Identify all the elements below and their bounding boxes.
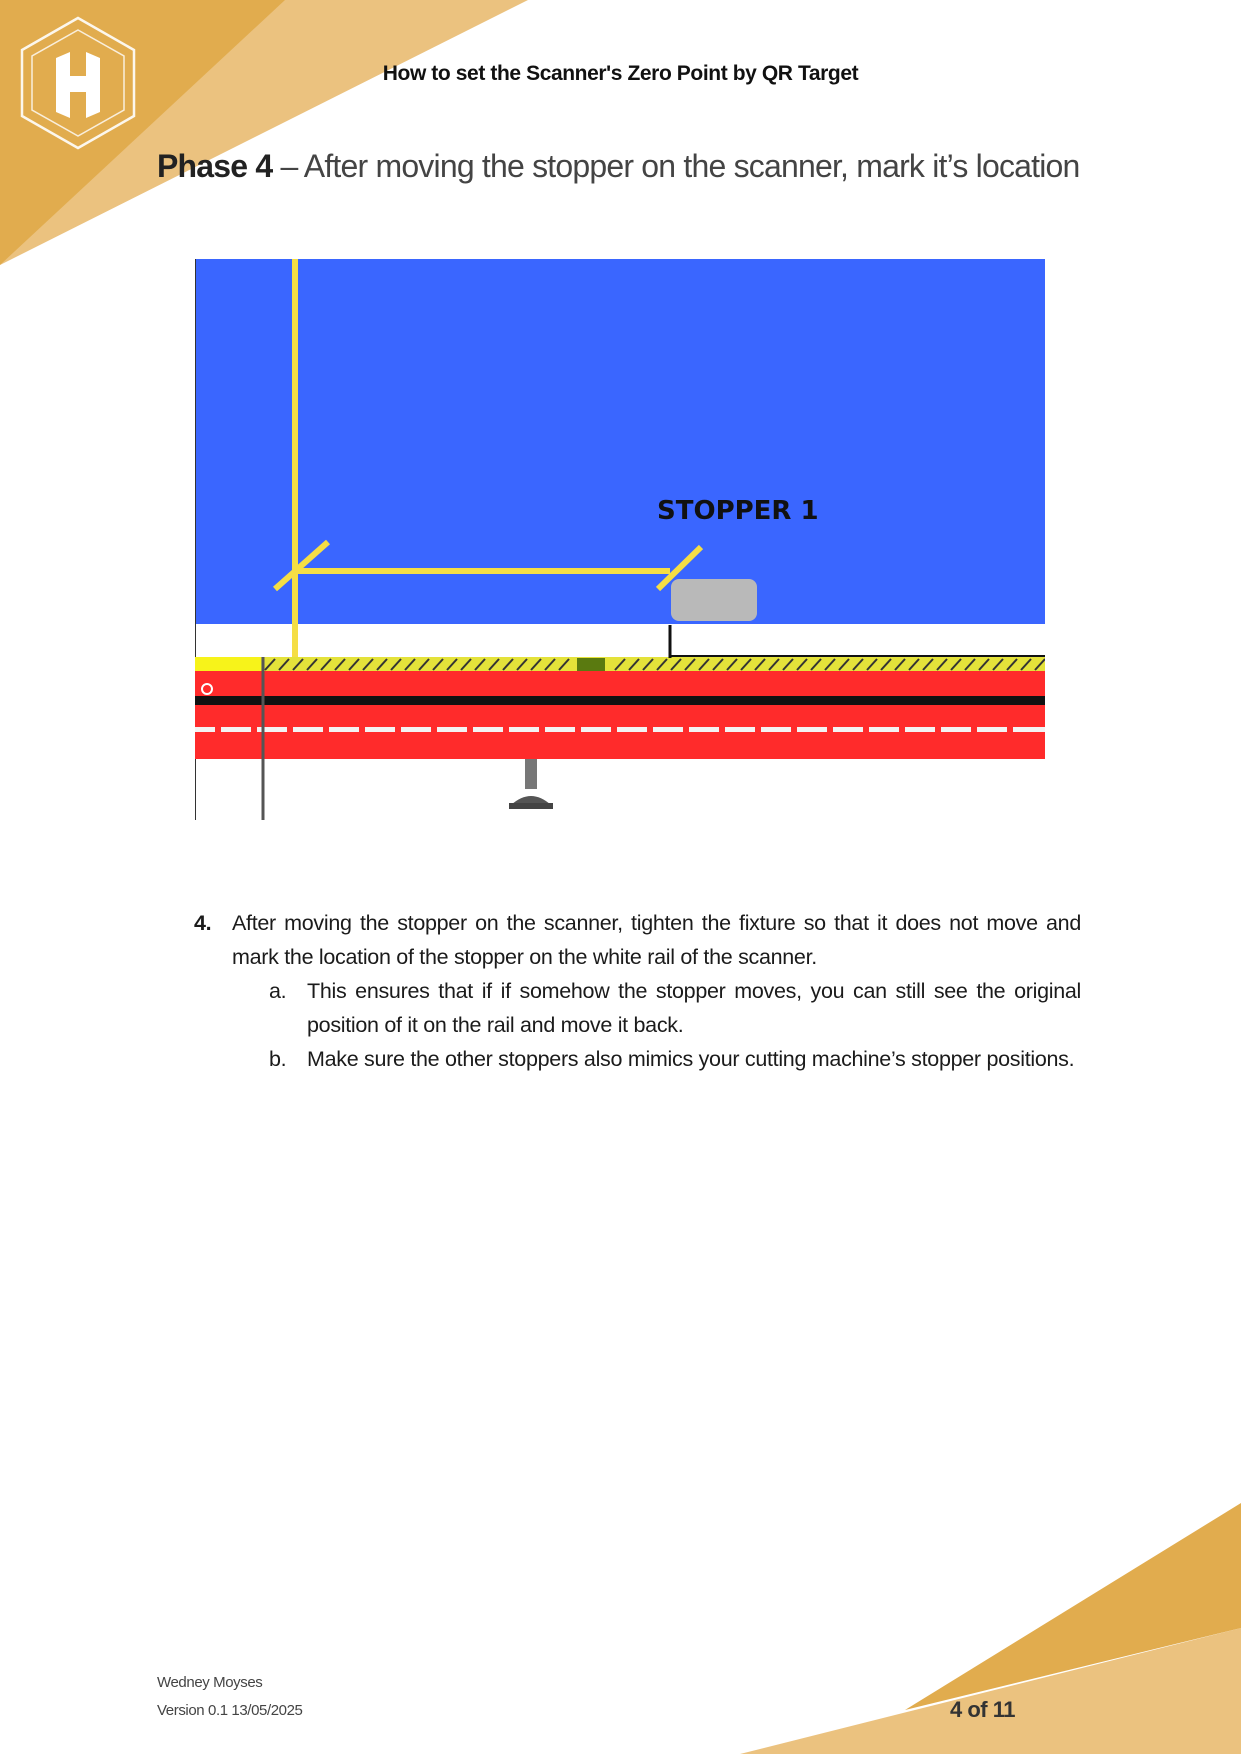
step-text: After moving the stopper on the scanner, tighten the fixture so that it does not move and mark the location of the stopper on the white rail of the scanner. <box>232 911 1081 969</box>
document-title: How to set the Scanner's Zero Point by QR Target <box>382 62 859 85</box>
substep-item <box>269 974 1081 1042</box>
white-rail-strip <box>420 625 1045 657</box>
substep-letter: a. <box>269 979 287 1003</box>
bottom-right-gold-shape-light <box>740 1628 1241 1754</box>
stopper-block <box>671 579 757 621</box>
instruction-list <box>194 906 1081 1076</box>
step-item <box>194 906 1081 974</box>
page-number: 4 of 11 <box>950 1697 1015 1722</box>
footer-version: Version 0.1 13/05/2025 <box>157 1702 303 1719</box>
substep-letter: b. <box>269 1047 287 1071</box>
step-number: 4. <box>194 911 212 935</box>
footer-author: Wedney Moyses <box>157 1674 263 1691</box>
substep-text: Make sure the other stoppers also mimics your cutting machine’s stopper positions. <box>307 1047 1075 1071</box>
stopper-label: STOPPER 1 <box>657 496 819 526</box>
phase-heading <box>157 148 1080 185</box>
substep-item <box>269 1042 1081 1076</box>
red-rail-lower <box>195 733 1045 759</box>
scanner-stopper-illustration <box>195 259 1045 820</box>
phase-description: – After moving the stopper on the scanner, mark it’s location <box>272 148 1080 184</box>
phase-label: Phase 4 <box>157 148 273 184</box>
substep-text: This ensures that if if somehow the stopper moves, you can still see the original position of it on the rail and move it back. <box>307 979 1081 1037</box>
